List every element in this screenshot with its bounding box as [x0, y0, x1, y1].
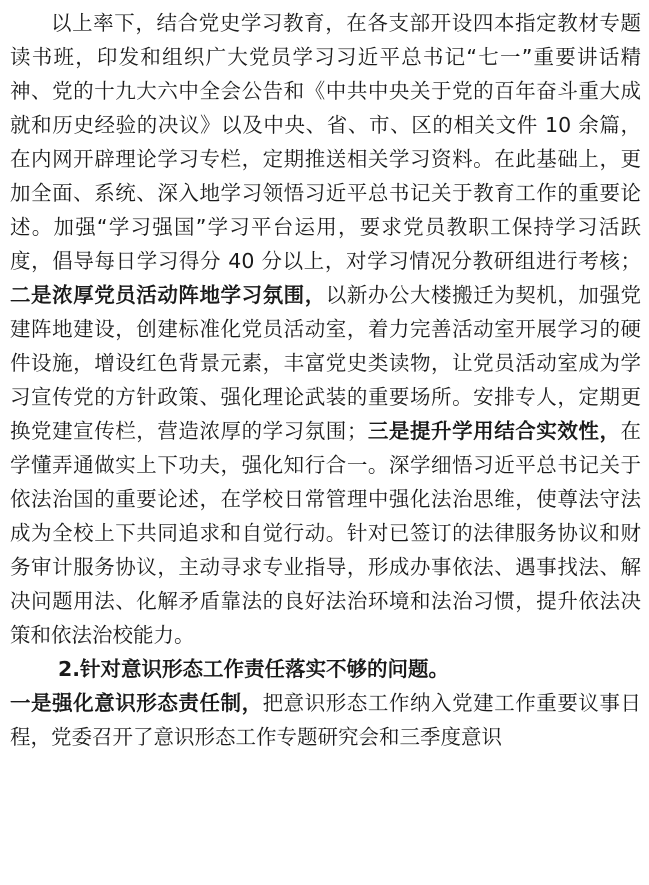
bold-point-three: 三是提升学用结合实效性，: [367, 419, 621, 443]
paragraph-text: 以新办公大楼搬迁为契机，加强党建阵地建设，创建标准化党员活动室，着力完善活动室开展学习的硬件设施，增设红色背景元素，丰富党史类读物，让党员活动室成为学习宣传党的方针政策、强化理论武装的重要场所。安排专人，定期更换党建宣传栏，营造浓厚的学习氛围；: [10, 283, 642, 443]
bold-point-one: 一是强化意识形态责任制，: [10, 691, 263, 715]
bold-point-two: 二是浓厚党员活动阵地学习氛围，: [10, 283, 326, 307]
paragraph-text: 以上率下，结合党史学习教育，在各支部开设四本指定教材专题读书班，印发和组织广大党员学习习近平总书记“七一”重要讲话精神、党的十九大六中全会公告和《中共中央关于党的百年奋斗重大成就和历史经验的决议》以及中央、省、市、区的相关文件 10 余篇，在内网开辟理论学习专栏，定期推送相关学习资料。在此基础上，更加全面、系统、深入地学习领悟习近平总书记关于教育工作的重要论述。加强“学习强国”学习平台运用，要求党员教职工保持学习活跃度，倡导每日学习得分 40 分以上，对学习情况分教研组进行考核；: [10, 11, 641, 273]
section-heading: 2.针对意识形态工作责任落实不够的问题。: [58, 657, 450, 681]
paragraph-text: 把意识形态工作纳入党建工作重要议事日程，党委召开了意识形态工作专题研究会和三季度意识: [10, 691, 642, 749]
paragraph-text: 在学懂弄通做实上下功夫，强化知行合一。深学细悟习近平总书记关于依法治国的重要论述，在学校日常管理中强化法治思维，使尊法守法成为全校上下共同追求和自觉行动。针对已签订的法律服务协议和财务审计服务协议，主动寻求专业指导，形成办事依法、遇事找法、解决问题用法、化解矛盾靠法的良好法治环境和法治习惯，提升依法决策和依法治校能力。: [10, 419, 641, 647]
body-paragraph-study: [10, 6, 641, 652]
body-paragraph-ideology: [10, 686, 641, 754]
